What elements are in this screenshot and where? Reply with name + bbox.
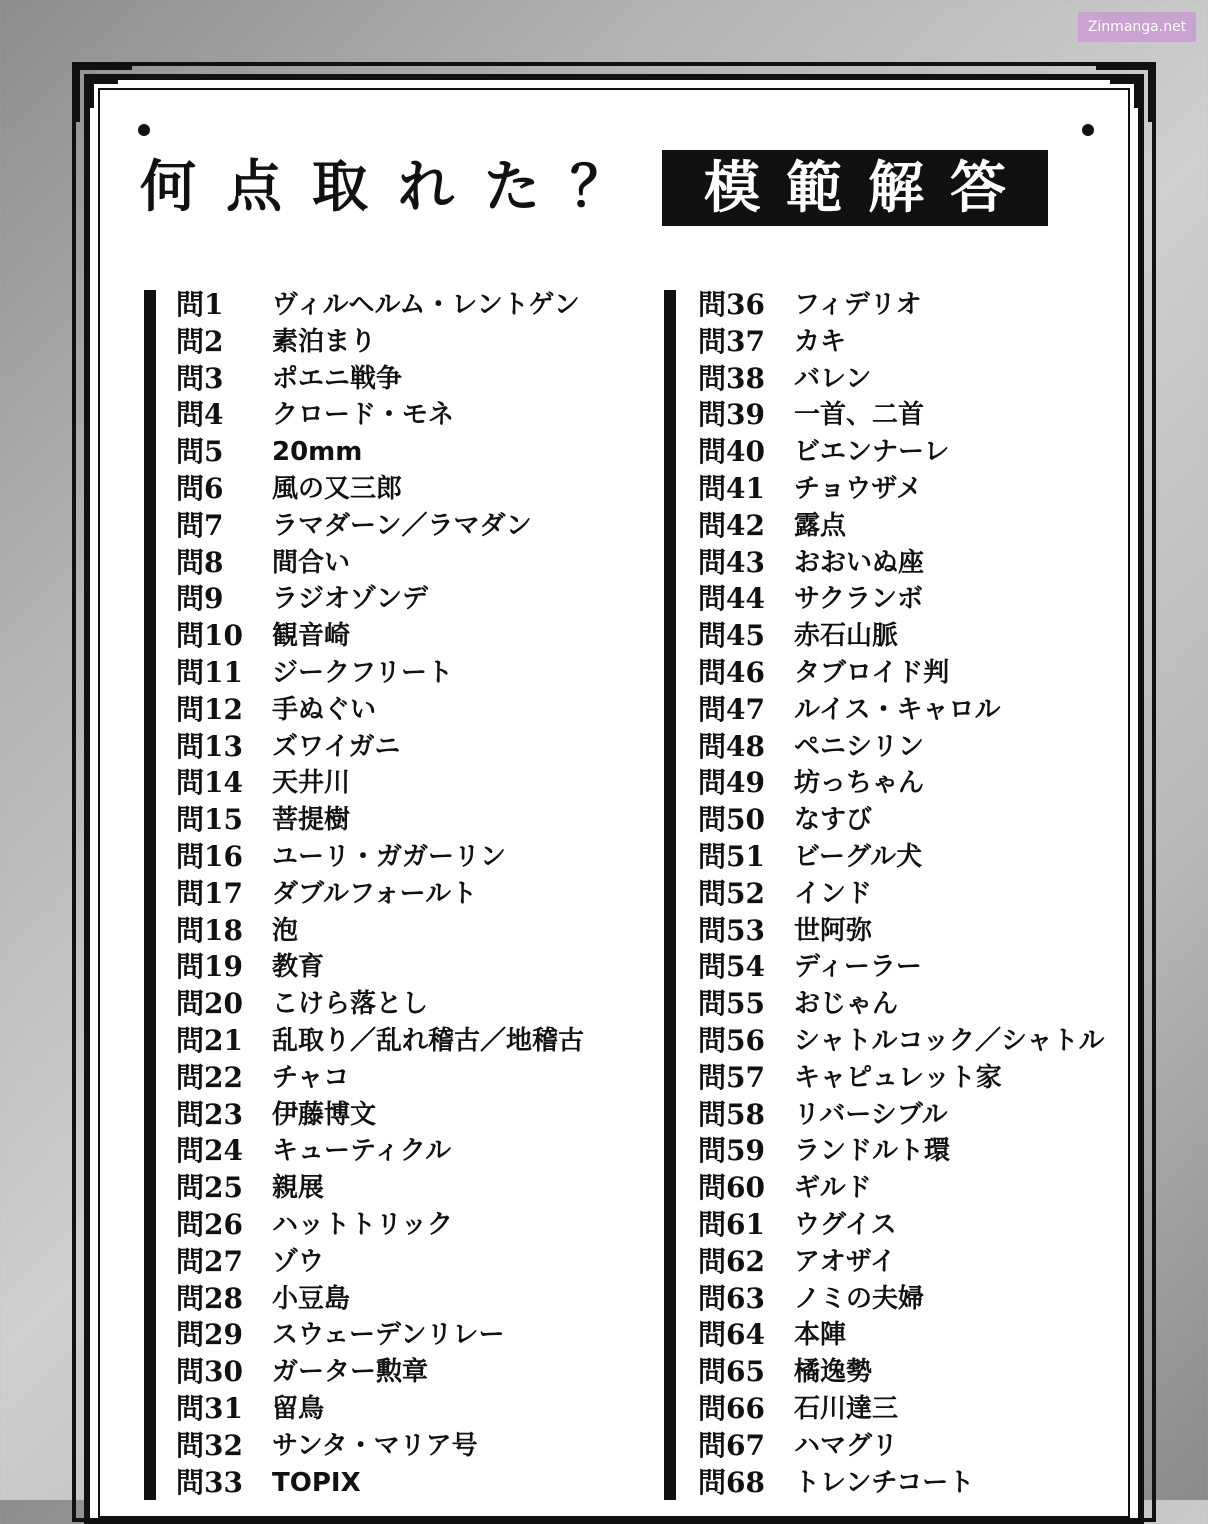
- question-number: 問21: [176, 1023, 243, 1057]
- question-number: 問52: [698, 876, 765, 910]
- answer-text: ダブルフォールト: [272, 878, 478, 909]
- left-column-bar: [144, 290, 156, 1500]
- question-number: 問20: [176, 987, 243, 1021]
- question-number: 問50: [698, 803, 765, 837]
- answer-text: ジークフリート: [272, 657, 453, 688]
- answer-row: [176, 581, 636, 618]
- answer-text: おおいぬ座: [794, 547, 925, 578]
- answer-text: 本陣: [794, 1320, 847, 1351]
- question-number: 問13: [176, 729, 243, 763]
- answer-text: ディーラー: [794, 952, 922, 983]
- question-number: 問23: [176, 1097, 243, 1131]
- watermark: Zinmanga.net: [1078, 12, 1196, 42]
- answer-text: 観音崎: [272, 621, 351, 652]
- answer-row: [176, 1133, 636, 1170]
- question-number: 問41: [698, 471, 765, 505]
- question-number: 問2: [176, 324, 224, 358]
- answer-text: ウグイス: [794, 1209, 897, 1240]
- question-number: 問67: [698, 1428, 765, 1462]
- answer-row: [698, 1317, 1118, 1354]
- answer-list-left: [176, 287, 636, 1501]
- answer-text: 素泊まり: [272, 326, 377, 357]
- answer-text: 一首、二首: [794, 400, 925, 431]
- answer-row: [176, 1244, 636, 1281]
- answer-row: [698, 1391, 1118, 1428]
- answer-row: [698, 1060, 1118, 1097]
- answer-row: [698, 287, 1118, 324]
- answer-row: [176, 949, 636, 986]
- answer-text: 乱取り／乱れ稽古／地稽古: [272, 1025, 585, 1056]
- answer-text: 間合い: [272, 547, 351, 578]
- answer-row: [698, 1170, 1118, 1207]
- answer-text: リバーシブル: [794, 1099, 948, 1130]
- question-number: 問48: [698, 729, 765, 763]
- answer-row: [176, 986, 636, 1023]
- answer-text: 天井川: [272, 768, 351, 799]
- answer-text: ヴィルヘルム・レントゲン: [272, 290, 580, 320]
- answer-row: [176, 1391, 636, 1428]
- page-title: 何点取れた？: [140, 155, 656, 220]
- question-number: 問16: [176, 839, 243, 873]
- answer-row: [176, 655, 636, 692]
- answer-row: [698, 1281, 1118, 1318]
- answer-text: サンタ・マリア号: [272, 1430, 478, 1461]
- question-number: 問65: [698, 1355, 765, 1389]
- answer-text: ランドルト環: [794, 1136, 951, 1167]
- answer-text: ガーター勲章: [272, 1357, 429, 1388]
- question-number: 問56: [698, 1023, 765, 1057]
- question-number: 問45: [698, 619, 765, 653]
- question-number: 問6: [176, 471, 224, 505]
- question-number: 問1: [176, 288, 224, 321]
- corner-ornament-right: [1096, 62, 1156, 122]
- answer-row: [176, 1060, 636, 1097]
- answer-row: [698, 692, 1118, 729]
- question-number: 問39: [698, 398, 765, 432]
- question-number: 問38: [698, 361, 765, 395]
- question-number: 問14: [176, 766, 243, 800]
- answer-row: [698, 1097, 1118, 1134]
- question-number: 問26: [176, 1207, 243, 1241]
- answer-row: [176, 1023, 636, 1060]
- answer-text: スウェーデンリレー: [272, 1320, 505, 1351]
- answer-text: 泡: [272, 915, 299, 946]
- question-number: 問19: [176, 950, 243, 984]
- question-number: 問59: [698, 1134, 765, 1168]
- question-number: 問27: [176, 1244, 243, 1278]
- question-number: 問42: [698, 508, 765, 542]
- question-number: 問47: [698, 692, 765, 726]
- answer-text: ビーグル犬: [794, 841, 923, 872]
- question-number: 問32: [176, 1428, 243, 1462]
- question-number: 問7: [176, 508, 224, 542]
- answer-row: [176, 1465, 636, 1502]
- question-number: 問63: [698, 1281, 765, 1315]
- question-number: 問36: [698, 288, 765, 321]
- right-column-bar: [664, 290, 676, 1500]
- answer-text: ノミの夫婦: [794, 1283, 925, 1314]
- question-number: 問44: [698, 582, 765, 616]
- answer-text: TOPIX: [272, 1467, 361, 1498]
- answer-row: [176, 361, 636, 398]
- question-number: 問57: [698, 1060, 765, 1094]
- answer-text: フィデリオ: [794, 290, 922, 320]
- question-number: 問5: [176, 435, 224, 469]
- question-number: 問24: [176, 1134, 243, 1168]
- answer-row: [176, 618, 636, 655]
- answer-row: [698, 471, 1118, 508]
- answer-text: タブロイド判: [794, 657, 950, 688]
- answer-row: [176, 287, 636, 324]
- answer-row: [698, 1354, 1118, 1391]
- question-number: 問49: [698, 766, 765, 800]
- answer-row: [176, 729, 636, 766]
- answer-row: [176, 1207, 636, 1244]
- answer-row: [176, 1428, 636, 1465]
- answer-row: [176, 397, 636, 434]
- answer-text: 小豆島: [272, 1283, 351, 1314]
- question-number: 問22: [176, 1060, 243, 1094]
- question-number: 問60: [698, 1171, 765, 1205]
- question-number: 問62: [698, 1244, 765, 1278]
- answer-text: バレン: [794, 363, 872, 394]
- question-number: 問28: [176, 1281, 243, 1315]
- answer-row: [176, 324, 636, 361]
- question-number: 問66: [698, 1391, 765, 1425]
- answer-row: [176, 1317, 636, 1354]
- answer-text: 赤石山脈: [794, 621, 899, 652]
- answer-text: なすび: [794, 805, 873, 836]
- answer-text: サクランボ: [794, 584, 923, 615]
- answer-list-right: [698, 287, 1118, 1501]
- answer-text: 親展: [272, 1173, 325, 1204]
- question-number: 問68: [698, 1465, 765, 1499]
- question-number: 問43: [698, 545, 765, 579]
- answer-text: キューティクル: [272, 1136, 452, 1167]
- answer-row: [176, 802, 636, 839]
- question-number: 問40: [698, 435, 765, 469]
- answer-key-heading: 模範解答: [662, 150, 1048, 226]
- answer-text: 風の又三郎: [272, 473, 403, 504]
- question-number: 問10: [176, 619, 243, 653]
- answer-text: ラマダーン／ラマダン: [272, 510, 532, 541]
- answer-text: 留鳥: [272, 1393, 325, 1424]
- answer-row: [698, 324, 1118, 361]
- answer-text: ズワイガニ: [272, 731, 401, 762]
- answer-row: [698, 1133, 1118, 1170]
- corner-ornament-left: [72, 62, 132, 122]
- answer-row: [698, 618, 1118, 655]
- question-number: 問17: [176, 876, 243, 910]
- answer-row: [176, 1170, 636, 1207]
- answer-text: おじゃん: [794, 989, 899, 1020]
- answer-row: [698, 949, 1118, 986]
- answer-text: 坊っちゃん: [794, 768, 925, 799]
- answer-text: 手ぬぐい: [272, 694, 377, 725]
- question-number: 問51: [698, 839, 765, 873]
- answer-row: [176, 876, 636, 913]
- question-number: 問31: [176, 1391, 243, 1425]
- answer-row: [698, 913, 1118, 950]
- answer-row: [176, 471, 636, 508]
- answer-text: キャピュレット家: [794, 1062, 1002, 1093]
- answer-row: [176, 692, 636, 729]
- answer-text: 橘逸勢: [794, 1357, 873, 1388]
- answer-row: [176, 1097, 636, 1134]
- question-number: 問54: [698, 950, 765, 984]
- answer-row: [176, 508, 636, 545]
- answer-row: [698, 655, 1118, 692]
- answer-text: ギルド: [794, 1173, 872, 1204]
- answer-row: [176, 913, 636, 950]
- answer-row: [698, 1428, 1118, 1465]
- answer-row: [698, 1023, 1118, 1060]
- question-number: 問61: [698, 1207, 765, 1241]
- answer-row: [698, 508, 1118, 545]
- answer-text: アオザイ: [794, 1246, 896, 1277]
- question-number: 問53: [698, 913, 765, 947]
- answer-row: [698, 986, 1118, 1023]
- answer-row: [698, 802, 1118, 839]
- answer-row: [698, 839, 1118, 876]
- answer-text: シャトルコック／シャトル: [794, 1025, 1105, 1056]
- answer-row: [698, 434, 1118, 471]
- answer-text: トレンチコート: [794, 1467, 975, 1498]
- answer-row: [698, 1207, 1118, 1244]
- answer-text: ハマグリ: [794, 1430, 899, 1461]
- answer-row: [176, 434, 636, 471]
- question-number: 問8: [176, 545, 224, 579]
- question-number: 問46: [698, 655, 765, 689]
- answer-text: ゾウ: [272, 1246, 325, 1277]
- answer-text: ユーリ・ガガーリン: [272, 841, 507, 872]
- question-number: 問37: [698, 324, 765, 358]
- answer-row: [698, 1244, 1118, 1281]
- question-number: 問58: [698, 1097, 765, 1131]
- question-number: 問18: [176, 913, 243, 947]
- question-number: 問9: [176, 582, 224, 616]
- answer-text: 世阿弥: [794, 915, 873, 946]
- answer-text: ルイス・キャロル: [794, 694, 1001, 725]
- question-number: 問11: [176, 655, 243, 689]
- answer-text: インド: [794, 878, 873, 909]
- answer-text: ハットトリック: [272, 1209, 453, 1240]
- answer-text: 20mm: [272, 437, 363, 468]
- answer-text: 教育: [272, 952, 325, 983]
- answer-text: こけら落とし: [272, 989, 429, 1020]
- question-number: 問25: [176, 1171, 243, 1205]
- question-number: 問64: [698, 1318, 765, 1352]
- answer-row: [698, 545, 1118, 582]
- answer-text: カキ: [794, 326, 847, 357]
- answer-row: [698, 1465, 1118, 1502]
- answer-row: [176, 839, 636, 876]
- answer-text: ペニシリン: [794, 731, 925, 762]
- question-number: 問15: [176, 803, 243, 837]
- answer-text: ポエニ戦争: [272, 363, 403, 394]
- answer-text: クロード・モネ: [272, 400, 455, 431]
- answer-row: [698, 876, 1118, 913]
- answer-row: [176, 545, 636, 582]
- question-number: 問4: [176, 398, 224, 432]
- answer-text: 露点: [794, 510, 847, 541]
- question-number: 問3: [176, 361, 224, 395]
- answer-text: ビエンナーレ: [794, 437, 950, 468]
- answer-row: [698, 765, 1118, 802]
- answer-row: [698, 397, 1118, 434]
- answer-text: チョウザメ: [794, 473, 923, 504]
- question-number: 問55: [698, 987, 765, 1021]
- answer-row: [176, 1354, 636, 1391]
- answer-text: 石川達三: [794, 1393, 899, 1424]
- answer-row: [176, 1281, 636, 1318]
- answer-row: [698, 729, 1118, 766]
- question-number: 問33: [176, 1465, 243, 1499]
- question-number: 問29: [176, 1318, 243, 1352]
- question-number: 問30: [176, 1355, 243, 1389]
- answer-text: 伊藤博文: [272, 1099, 377, 1130]
- answer-row: [176, 765, 636, 802]
- answer-row: [698, 581, 1118, 618]
- answer-row: [698, 361, 1118, 398]
- answer-text: チャコ: [272, 1062, 350, 1093]
- question-number: 問12: [176, 692, 243, 726]
- answer-text: ラジオゾンデ: [272, 584, 429, 615]
- answer-text: 菩提樹: [272, 805, 351, 836]
